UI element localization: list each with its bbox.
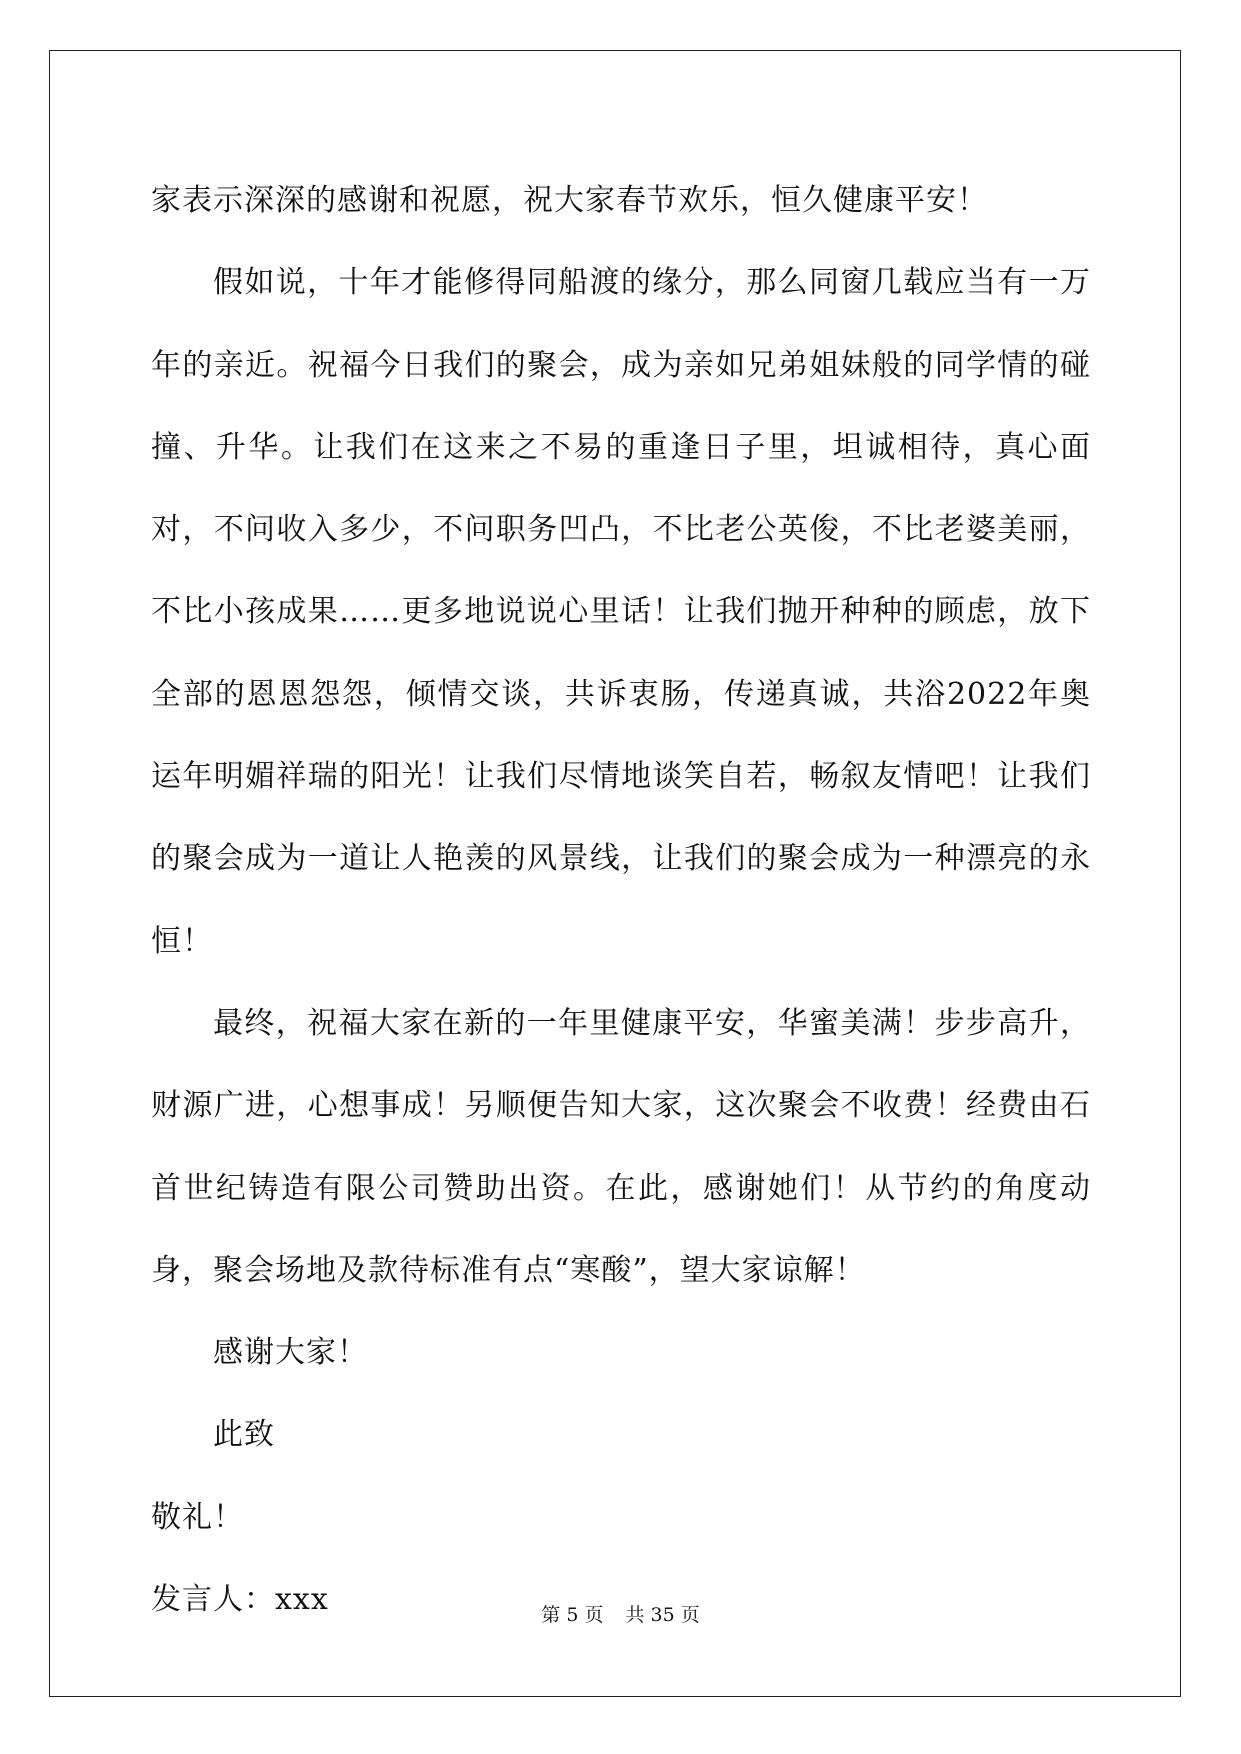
document-body	[151, 160, 1091, 1641]
page-number: 第 5 页	[541, 1604, 604, 1626]
page-footer	[0, 1600, 1241, 1627]
paragraph-thanks: 感谢大家！	[213, 1335, 368, 1371]
paragraph-regards: 敬礼！	[151, 1499, 244, 1535]
paragraph-reunion: 假如说，十年才能修得同船渡的缘分，那么同窗几载应当有一万年的亲近。祝福今日我们的聚会，成为亲如兄弟姐妹般的同学情的碰撞、升华。让我们在这来之不易的重逢日子里，坦诚相待，真心面对，不问收入多少，不问职务凹凸，不比老公英俊，不比老婆美丽，不比小孩成果……更多地说说心里话！让我们抛开种种的顾虑，放下全部的恩恩怨怨，倾情交谈，共诉衷肠，传递真诚，共浴2022年奥运年明媚祥瑞的阳光！让我们尽情地谈笑自若，畅叙友情吧！让我们的聚会成为一道让人艳羡的风景线，让我们的聚会成为一种漂亮的永恒！	[151, 265, 1091, 959]
paragraph-closing-wish-continued: 家表示深深的感谢和祝愿，祝大家春节欢乐，恒久健康平安！	[151, 183, 988, 218]
paragraph-salutation: 此致	[213, 1417, 275, 1453]
page-total: 共 35 页	[625, 1604, 700, 1626]
speaker-signature: 发言人：xxx	[151, 1582, 329, 1618]
paragraph-final-wishes: 最终，祝福大家在新的一年里健康平安，华蜜美满！步步高升，财源广进，心想事成！另顺便告知大家，这次聚会不收费！经费由石首世纪铸造有限公司赞助出资。在此，感谢她们！从节约的角度动身，聚会场地及款待标准有点“寒酸”，望大家谅解！	[151, 1005, 1091, 1288]
